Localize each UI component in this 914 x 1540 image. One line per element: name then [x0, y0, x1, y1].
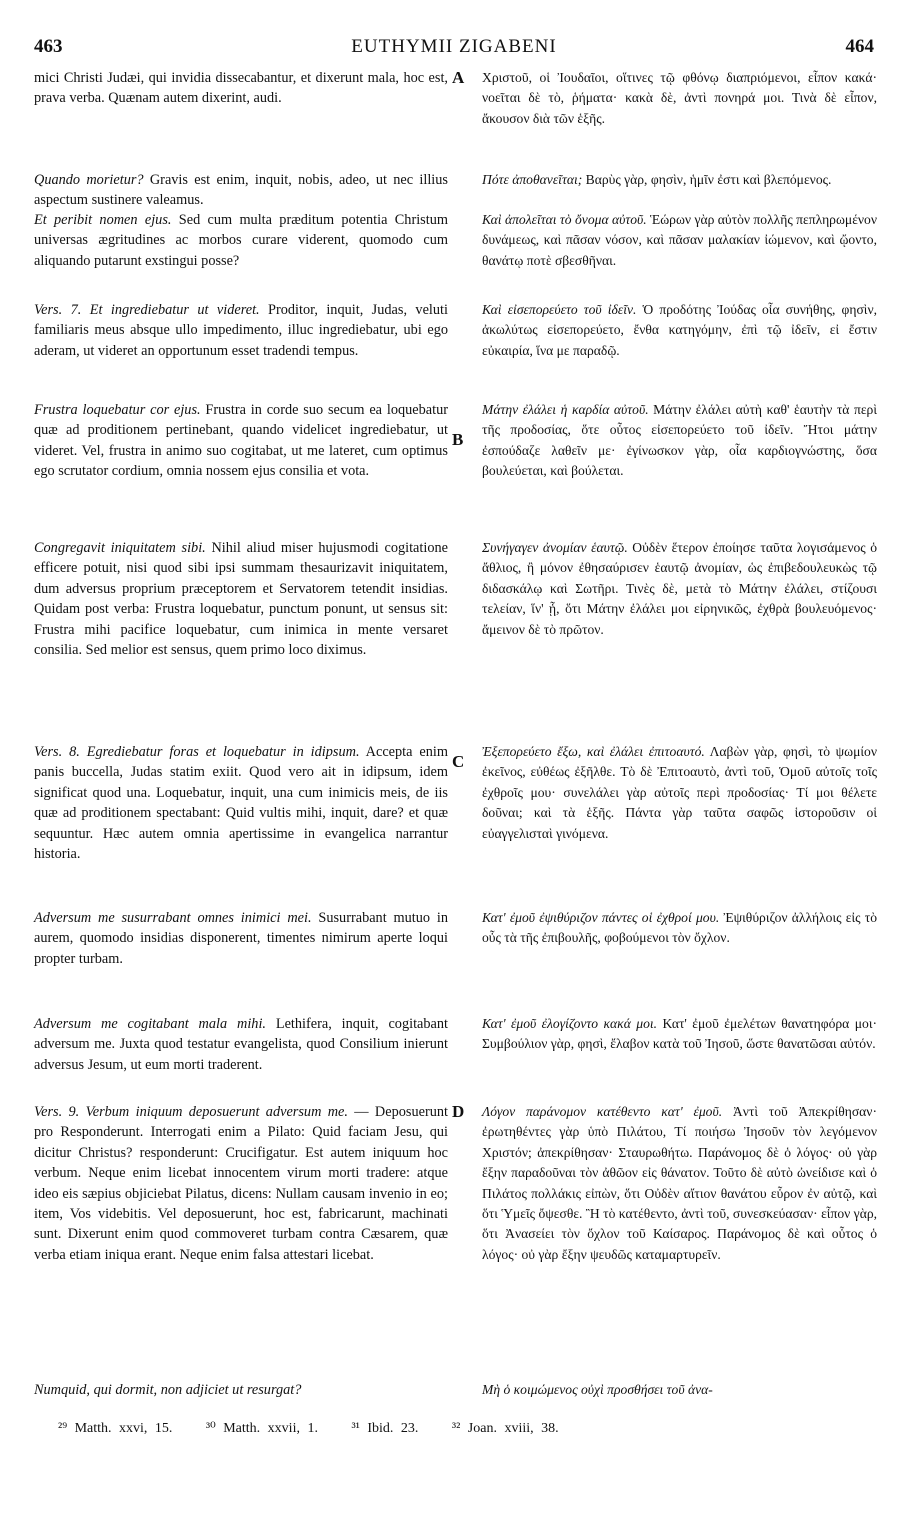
footnotes [58, 1420, 854, 1437]
greek-paragraph: Χριστοῦ, οἱ Ἰουδαῖοι, οἵτινες τῷ φθόνῳ διαπριόμενοι, εἶπον κακά· νοεῖται δὲ τὸ, ῥήματα· κακὰ δὲ, ἀντὶ πονηρά μοι. Τινὰ δὲ εἶπον, ἄκουσον διὰ τῶν ἑξῆς. [482, 70, 877, 126]
footnote: ²⁹ Matth. xxvi, 15. [58, 1421, 173, 1436]
page-number-left: 463 [34, 36, 63, 57]
greek-paragraph: Συνήγαγεν ἀνομίαν ἑαυτῷ. Οὐδὲν ἕτερον ἐποίησε ταῦτα λογισάμενος ὁ ἄθλιος, ἢ μόνον ἐθησαύρισεν ἑαυτῷ ἀνομίαν, ὡς ἐπιβεδουλευκὼς τῷ διδασκάλῳ καὶ Σωτῆρι. Τινὲς δὲ, μετὰ τὸ Μάτην ἐλάλει, στίζουσι τελείαν, ἵν' ᾖ, ὅτι Μάτην ἐλάλει μοι εἰρηνικῶς, ἐχθρὰ βουλευόμενος· ἄμεινον δὲ τὸ πρῶτον. [482, 540, 877, 637]
section-marker: B [452, 430, 464, 449]
greek-paragraph: Ἐξεπορεύετο ἔξω, καὶ ἐλάλει ἐπιτοαυτό. Λαβὼν γὰρ, φησὶ, τὸ ψωμίον ἐκεῖνος, εὐθέως ἐξῆλθε. Τὸ δὲ Ἐπιτοαυτὸ, ἀντὶ τοῦ, Ὁμοῦ αὐτοῖς τοῖς ἐχθροῖς μου· συνελάλει γὰρ αὐτοῖς περὶ προδοσίας· Τί μοι θέλετε δοῦναι; καὶ τὰ ἑξῆς. Πάντα γὰρ ταῦτα σαφῶς ἱστοροῦσιν οἱ εὐαγγελισταὶ γινόμενα. [482, 744, 877, 841]
section-marker: D [452, 1102, 465, 1121]
greek-paragraph: Πότε ἀποθανεῖται; Βαρὺς γὰρ, φησὶν, ἡμῖν ἐστι καὶ βλεπόμενος. [482, 172, 832, 187]
latin-paragraph: Et peribit nomen ejus. Sed cum multa præditum potentia Christum universas ægritudines ac morbos curare viderent, quomodo cum aliquando putarunt exstingui posse? [34, 212, 448, 269]
greek-paragraph: Καὶ ἀπολεῖται τὸ ὄνομα αὐτοῦ. Ἑώρων γὰρ αὐτὸν πολλῆς πεπληρωμένον δυνάμεως, καὶ πᾶσαν νόσον, καὶ πᾶσαν μαλακίαν ἰώμενον, καὶ ᾤοντο, θανάτῳ ποτὲ σβεσθῆναι. [482, 212, 877, 268]
latin-paragraph: Congregavit iniquitatem sibi. Nihil aliud miser hujusmodi cogitatione efficere potuit, nisi quod sibi ipsi summam thesaurizavit iniquitatem, dum adversus proprium præceptorem et Servatorem tetendit insidias. Quidam post verba: Frustra loquebatur, punctum ponunt, ut sensus sit: Frustra mihi pacifice loquebatur, cum inimica in mente versaret consilia. Sed melior est sensus, quem primo loco diximus. [34, 540, 448, 659]
footnote: ³² Joan. xviii, 38. [451, 1421, 559, 1436]
latin-paragraph: Frustra loquebatur cor ejus. Frustra in corde suo secum ea loquebatur quæ ad proditionem pertinebant, quando videlicet ingrediebatur, ut videret. Vel, frustra in animo suo cogitabat, ut me lateret, cum optimus ego scrutator cordium, omnia nossem ejus consilia et vota. [34, 402, 448, 480]
section-marker: C [452, 752, 465, 771]
section-marker: A [452, 68, 465, 87]
greek-paragraph: Μάτην ἐλάλει ἡ καρδία αὐτοῦ. Μάτην ἐλάλει αὐτὴ καθ' ἑαυτὴν τὰ περὶ τῆς προδοσίας, ὅτε οὗτος εἰσεπορεύετο τοῦ ἰδεῖν. Ἤτοι μάτην ἐσπούδαζε λαθεῖν με· ἐγίνωσκον γὰρ, οἷα καρδιογνώστης, ὅσα βουλεύεται, καὶ βούλεται. [482, 402, 877, 479]
footnote: ³⁰ Matth. xxvii, 1. [205, 1421, 318, 1436]
latin-paragraph: Quando morietur? Gravis est enim, inquit, nobis, adeo, ut nec illius aspectum sustinere valeamus. [34, 172, 448, 209]
greek-paragraph: Λόγον παράνομον κατέθεντο κατ' ἐμοῦ. Ἀντὶ τοῦ Ἀπεκρίθησαν· ἐρωτηθέντες γὰρ ὑπὸ Πιλάτου, Τί ποιήσω Ἰησοῦν τὸν λεγόμενον Χριστόν; ἀπεκρίθησαν· Σταυρωθήτω. Παράνομος δὲ ὁ λόγος· οὐ γὰρ ἔξην παραδοῦναι τὸν ἀθῶον εἰς θάνατον. Τοῦτο δὲ αὐτὸ ὠνείδισε καὶ ὁ Πιλάτος πολλάκις εἰπὼν, ὅτι Οὐδὲν αἴτιον θανάτου εὗρον ἐν αὐτῷ, καὶ ὅτι Ὑμεῖς ὄψεσθε. Ἢ τὸ κατέθεντο, ἀντὶ τοῦ, συνεσκεύασαν· εἶπον γὰρ, ὅτι Ἀνασείει τὸν ὄχλον τοῦ Καίσαρος. Παράνομος δὲ καὶ οὗτος ὁ λόγος· οὐ γὰρ ἔξην ψευδῶς καταμαρτυρεῖν. [482, 1104, 877, 1262]
page-number-right: 464 [845, 36, 874, 57]
latin-paragraph: Adversum me cogitabant mala mihi. Lethifera, inquit, cogitabant adversum me. Juxta quod testatur evangelista, quod Consilium inierunt adversus Jesum, ut eum morti traderent. [34, 1016, 448, 1073]
footnote: ³¹ Ibid. 23. [351, 1421, 419, 1436]
latin-paragraph: Numquid, qui dormit, non adjiciet ut resurgat? [34, 1382, 302, 1398]
greek-paragraph: Κατ' ἐμοῦ ἐλογίζοντο κακά μοι. Κατ' ἐμοῦ ἐμελέτων θανατηφόρα μοι· Συμβούλιον γὰρ, φησὶ, ἔλαβον κατὰ τοῦ Ἰησοῦ, ὥστε θανατῶσαι αὐτόν. [482, 1016, 878, 1052]
greek-paragraph: Καὶ εἰσεπορεύετο τοῦ ἰδεῖν. Ὁ προδότης Ἰούδας οἷα συνήθης, φησὶν, ἀκωλύτως εἰσεπορεύετο, ἔνθα κατηγόμην, ἐπὶ τῷ ἰδεῖν, εἰ ἔστιν εὐκαιρία, ἵνα με παραδῷ. [482, 302, 877, 358]
greek-paragraph: Μὴ ὁ κοιμώμενος οὐχὶ προσθήσει τοῦ ἀνα- [482, 1382, 713, 1397]
greek-paragraph: Κατ' ἐμοῦ ἐψιθύριζον πάντες οἱ ἐχθροί μου. Ἐψιθύριζον ἀλλήλοις εἰς τὸ οὖς τὰ τῆς ἐπιβουλῆς, φοβούμενοι τὸν ὄχλον. [482, 910, 877, 946]
latin-paragraph: mici Christi Judæi, qui invidia dissecabantur, et dixerunt mala, hoc est, prava verba. Quænam autem dixerint, audi. [34, 70, 448, 107]
latin-paragraph: Vers. 9. Verbum iniquum deposuerunt adversum me. — Deposuerunt pro Responderunt. Interrogati enim a Pilato: Quid faciam Jesu, qui dicitur Christus? responderunt: Crucifigatur. Est autem iniquum hoc verbum. Neque enim licebat innocentem virum morti tradere: atque ideo eis sæpius objiciebat Pilatus, dicens: Nullam causam invenio in eo; item, Vos videbitis. Vel deposuerunt, hoc est, fabricarunt, machinati sunt. Dixerunt enim quod commoveret turbam contra Cæsarem, quæ verba etiam iniqua erant. Neque enim falsa attestari licebat. [34, 1104, 448, 1263]
running-title: EUTHYMII ZIGABENI [351, 36, 557, 57]
latin-paragraph: Vers. 7. Et ingrediebatur ut videret. Proditor, inquit, Judas, veluti familiaris meus absque ullo impedimento, illuc ingrediebatur, ubi ego aderam, ut videret an opportunum esset tradendi tempus. [34, 302, 448, 359]
latin-paragraph: Vers. 8. Egrediebatur foras et loquebatur in idipsum. Accepta enim panis buccella, Judas statim exiit. Quod vero ait in idipsum, idem significat quod una. Loquebatur, inquit, una cum inimicis meis, de iis quæ ad proditionem spectabant: Quid vultis mihi, inquit, dare? et quæ sequuntur. Hæc autem omnia apertissime in evangelica narrantur historia. [34, 744, 449, 863]
latin-paragraph: Adversum me susurrabant omnes inimici mei. Susurrabant mutuo in aurem, quomodo insidias disponerent, timentes nimirum aperte loqui propter turbam. [34, 910, 448, 967]
running-header [34, 36, 874, 66]
